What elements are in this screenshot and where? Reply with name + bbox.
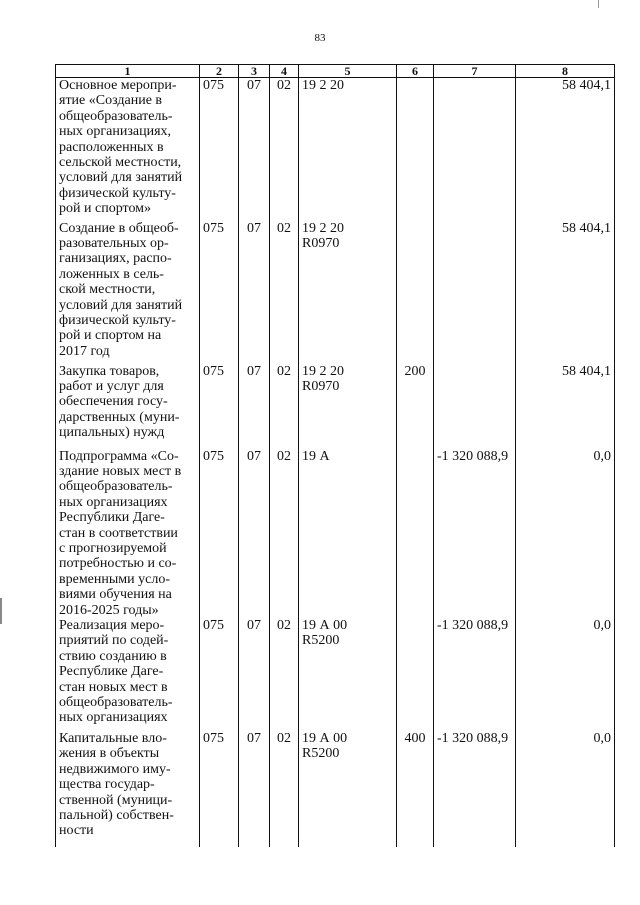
- cell-c5: [299, 221, 397, 364]
- cell-c6: [397, 221, 434, 364]
- cell-c4: 02: [270, 449, 299, 618]
- cell-c5-text: 19 2 20 R0970: [302, 220, 344, 251]
- row-name: [56, 731, 200, 847]
- cell-c6: 200: [397, 364, 434, 449]
- row-name-text: Реализация меро- приятий по содей- ствию созданию в Республике Даге- стан новых мест в общеобразователь- ных организациях: [59, 617, 173, 726]
- cell-c2: 075: [200, 449, 239, 618]
- cell-c8: 0,0: [516, 731, 615, 847]
- cell-c5-text: 19 2 20: [302, 78, 344, 93]
- cell-c5-text: 19 А 00 R5200: [302, 730, 348, 762]
- cell-c3: 07: [239, 78, 270, 221]
- column-header: 4: [270, 65, 299, 78]
- table-row: [56, 449, 615, 618]
- cell-c2: 075: [200, 78, 239, 221]
- cell-c7: -1 320 088,9: [434, 731, 516, 847]
- table-row: [56, 78, 615, 221]
- column-header: 8: [516, 65, 615, 78]
- row-name-text: Подпрограмма «Со- здание новых мест в общеобразователь- ных организациях Республики Даге- стан в соответствии с прогнозируемой потребностью и со- временными усло- виями обучения на 2016-2025 годы»: [59, 448, 182, 618]
- cell-c3: 07: [239, 731, 270, 847]
- cell-c5: [299, 731, 397, 847]
- cell-c6: 400: [397, 731, 434, 847]
- cell-c4: 02: [270, 618, 299, 731]
- cell-c7: [434, 364, 516, 449]
- column-header: 1: [56, 65, 200, 78]
- row-name-text: Основное меропри- ятие «Создание в общеобразователь- ных организациях, расположенных в сельской местности, условий для занятий физической культу- рой и спортом»: [59, 78, 183, 217]
- page-number: 83: [314, 32, 326, 44]
- cell-c6: [397, 618, 434, 731]
- cell-c6: [397, 449, 434, 618]
- cell-c3: 07: [239, 449, 270, 618]
- column-header: 6: [397, 65, 434, 78]
- cell-c3: 07: [239, 221, 270, 364]
- scan-edge-mark: [598, 0, 599, 8]
- cell-c3: 07: [239, 364, 270, 449]
- cell-c5-text: 19 А 00 R5200: [302, 617, 348, 649]
- header-row: [56, 65, 615, 78]
- cell-c2: 075: [200, 364, 239, 449]
- cell-c7: [434, 221, 516, 364]
- cell-c2: 075: [200, 731, 239, 847]
- row-name-text: Создание в общеоб- разовательных ор- ганизациях, распо- ложенных в сель- ской местности, условий для занятий физической культу- рой и спортом на 2017 год: [59, 220, 183, 359]
- cell-c7: -1 320 088,9: [434, 449, 516, 618]
- cell-c5-text: 19 2 20 R0970: [302, 363, 344, 394]
- budget-table: [55, 64, 615, 847]
- row-name: [56, 618, 200, 731]
- row-name-text: Капитальные вло- жения в объекты недвижимого иму- щества государ- ственной (муници- пальной) собствен- ности: [59, 730, 174, 839]
- cell-c4: 02: [270, 731, 299, 847]
- table-row: [56, 364, 615, 449]
- cell-c3: 07: [239, 618, 270, 731]
- table-row: [56, 618, 615, 731]
- cell-c8: 58 404,1: [516, 221, 615, 364]
- table-row: [56, 221, 615, 364]
- row-name: [56, 221, 200, 364]
- cell-c4: 02: [270, 364, 299, 449]
- cell-c8: 58 404,1: [516, 78, 615, 221]
- cell-c5: [299, 364, 397, 449]
- row-name: [56, 449, 200, 618]
- table-row: [56, 731, 615, 847]
- row-name: [56, 364, 200, 449]
- column-header: 3: [239, 65, 270, 78]
- row-name-text: Закупка товаров, работ и услуг для обеспечения госу- дарственных (муни- ципальных) нужд: [59, 363, 180, 441]
- cell-c5: [299, 78, 397, 221]
- column-header: 2: [200, 65, 239, 78]
- cell-c8: 0,0: [516, 449, 615, 618]
- cell-c5: [299, 449, 397, 618]
- column-header: 5: [299, 65, 397, 78]
- cell-c4: 02: [270, 78, 299, 221]
- cell-c5: [299, 618, 397, 731]
- row-name: [56, 78, 200, 221]
- cell-c2: 075: [200, 618, 239, 731]
- table-body: [56, 78, 615, 847]
- cell-c2: 075: [200, 221, 239, 364]
- scan-edge-mark: [0, 598, 2, 624]
- cell-c7: -1 320 088,9: [434, 618, 516, 731]
- cell-c4: 02: [270, 221, 299, 364]
- cell-c8: 58 404,1: [516, 364, 615, 449]
- cell-c8: 0,0: [516, 618, 615, 731]
- cell-c7: [434, 78, 516, 221]
- cell-c6: [397, 78, 434, 221]
- column-header: 7: [434, 65, 516, 78]
- cell-c5-text: 19 А: [302, 448, 330, 464]
